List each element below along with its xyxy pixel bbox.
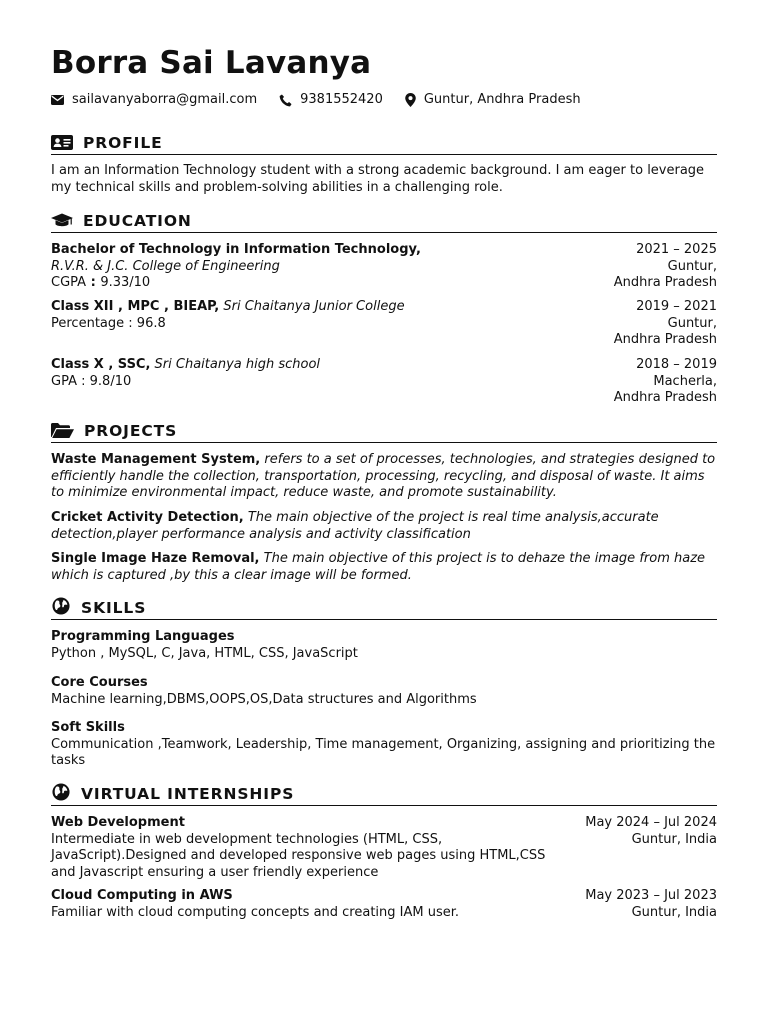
- project-desc: The main objective of the project is real time analysis,accurate detection,player performance analysis and activity classification: [51, 510, 659, 542]
- project-desc: The main objective of this project is to dehaze the image from haze which is captured ,by this a clear image will be formed.: [51, 551, 706, 583]
- email-text[interactable]: sailavanyaborra@gmail.com: [72, 92, 258, 107]
- internship-desc: Intermediate in web development technologies (HTML, CSS, JavaScript).Designed and developed responsive web pages using HTML,CSS and Javascript ensuring a user friendly experience: [51, 831, 546, 880]
- project-entry: [51, 452, 717, 502]
- section-header-skills: [51, 596, 717, 620]
- institution: Sri Chaitanya high school: [154, 357, 321, 372]
- skill-heading: Programming Languages: [51, 629, 235, 644]
- section-title: EDUCATION: [83, 212, 192, 230]
- phone-text[interactable]: 9381552420: [300, 92, 383, 107]
- section-title: PROFILE: [83, 134, 163, 152]
- score: GPA : 9.8/10: [51, 373, 132, 389]
- id-card-icon: [51, 135, 73, 150]
- internship-dates: May 2024 – Jul 2024: [585, 815, 717, 830]
- state: Andhra Pradesh: [613, 390, 717, 405]
- section-header-education: [51, 209, 717, 233]
- location-text: Guntur, Andhra Pradesh: [423, 92, 581, 107]
- institution: Sri Chaitanya Junior College: [223, 299, 405, 314]
- education-entry: [51, 242, 717, 292]
- project-name: Waste Management System,: [51, 452, 261, 467]
- score: CGPA : 9.33/10: [51, 275, 151, 290]
- skill-heading: Soft Skills: [51, 720, 125, 735]
- education-entry: [51, 357, 717, 407]
- state: Andhra Pradesh: [613, 275, 717, 290]
- skill-group: [51, 629, 717, 662]
- section-title: SKILLS: [81, 599, 147, 617]
- map-pin-icon: [405, 93, 416, 107]
- candidate-name: Borra Sai Lavanya: [51, 45, 372, 81]
- education-entry: [51, 299, 717, 349]
- project-entry: [51, 510, 717, 543]
- project-desc: refers to a set of processes, technologies, and strategies designed to efficiently handle the collection, transportation, processing, recycling, and disposal of waste. It aims to minimize environmental impact, reduce waste, and promote sustainability.: [51, 452, 716, 500]
- graduation-cap-icon: [51, 213, 73, 228]
- section-title: VIRTUAL INTERNSHIPS: [81, 785, 295, 803]
- internship-location: Guntur, India: [631, 904, 717, 920]
- globe-icon: [51, 597, 71, 615]
- skill-group: [51, 675, 717, 708]
- internship-dates: May 2023 – Jul 2023: [585, 888, 717, 903]
- folder-open-icon: [51, 423, 74, 438]
- project-name: Cricket Activity Detection,: [51, 510, 244, 525]
- envelope-icon: [51, 95, 64, 105]
- dates: 2019 – 2021: [636, 299, 717, 314]
- section-header-profile: [51, 131, 717, 155]
- internship-role: Cloud Computing in AWS: [51, 888, 233, 903]
- institution: R.V.R. & J.C. College of Engineering: [51, 258, 280, 274]
- section-title: PROJECTS: [84, 422, 178, 440]
- internship-location: Guntur, India: [631, 831, 717, 847]
- internship-desc: Familiar with cloud computing concepts and creating IAM user.: [51, 904, 460, 920]
- phone-icon: [279, 94, 292, 107]
- project-name: Single Image Haze Removal,: [51, 551, 260, 566]
- contact-location: [405, 92, 581, 109]
- skill-heading: Core Courses: [51, 675, 148, 690]
- globe-icon: [51, 783, 71, 801]
- profile-text: I am an Information Technology student with a strong academic background. I am eager to leverage my technical skills and problem-solving abilities in a challenging role.: [51, 163, 705, 195]
- contact-phone[interactable]: [279, 92, 383, 109]
- skill-text: Python , MySQL, C, Java, HTML, CSS, JavaScript: [51, 645, 358, 661]
- city: Guntur,: [667, 315, 717, 331]
- internship-entry: [51, 888, 717, 921]
- section-header-internships: [51, 782, 717, 806]
- state: Andhra Pradesh: [613, 332, 717, 347]
- skill-group: [51, 720, 717, 770]
- project-entry: [51, 551, 717, 584]
- degree: Class X , SSC,: [51, 357, 151, 372]
- internship-role: Web Development: [51, 815, 185, 830]
- city: Macherla,: [653, 373, 717, 389]
- city: Guntur,: [667, 258, 717, 274]
- score: Percentage : 96.8: [51, 315, 166, 331]
- dates: 2021 – 2025: [636, 242, 717, 257]
- degree: Bachelor of Technology in Information Technology,: [51, 242, 421, 257]
- dates: 2018 – 2019: [636, 357, 717, 372]
- section-header-projects: [51, 419, 717, 443]
- degree: Class XII , MPC , BIEAP,: [51, 299, 220, 314]
- contact-email[interactable]: [51, 92, 257, 109]
- contact-bar: [51, 92, 603, 109]
- internship-entry: [51, 815, 717, 881]
- skill-text: Communication ,Teamwork, Leadership, Time management, Organizing, assigning and prioritizing the tasks: [51, 736, 716, 768]
- skill-text: Machine learning,DBMS,OOPS,OS,Data structures and Algorithms: [51, 691, 477, 707]
